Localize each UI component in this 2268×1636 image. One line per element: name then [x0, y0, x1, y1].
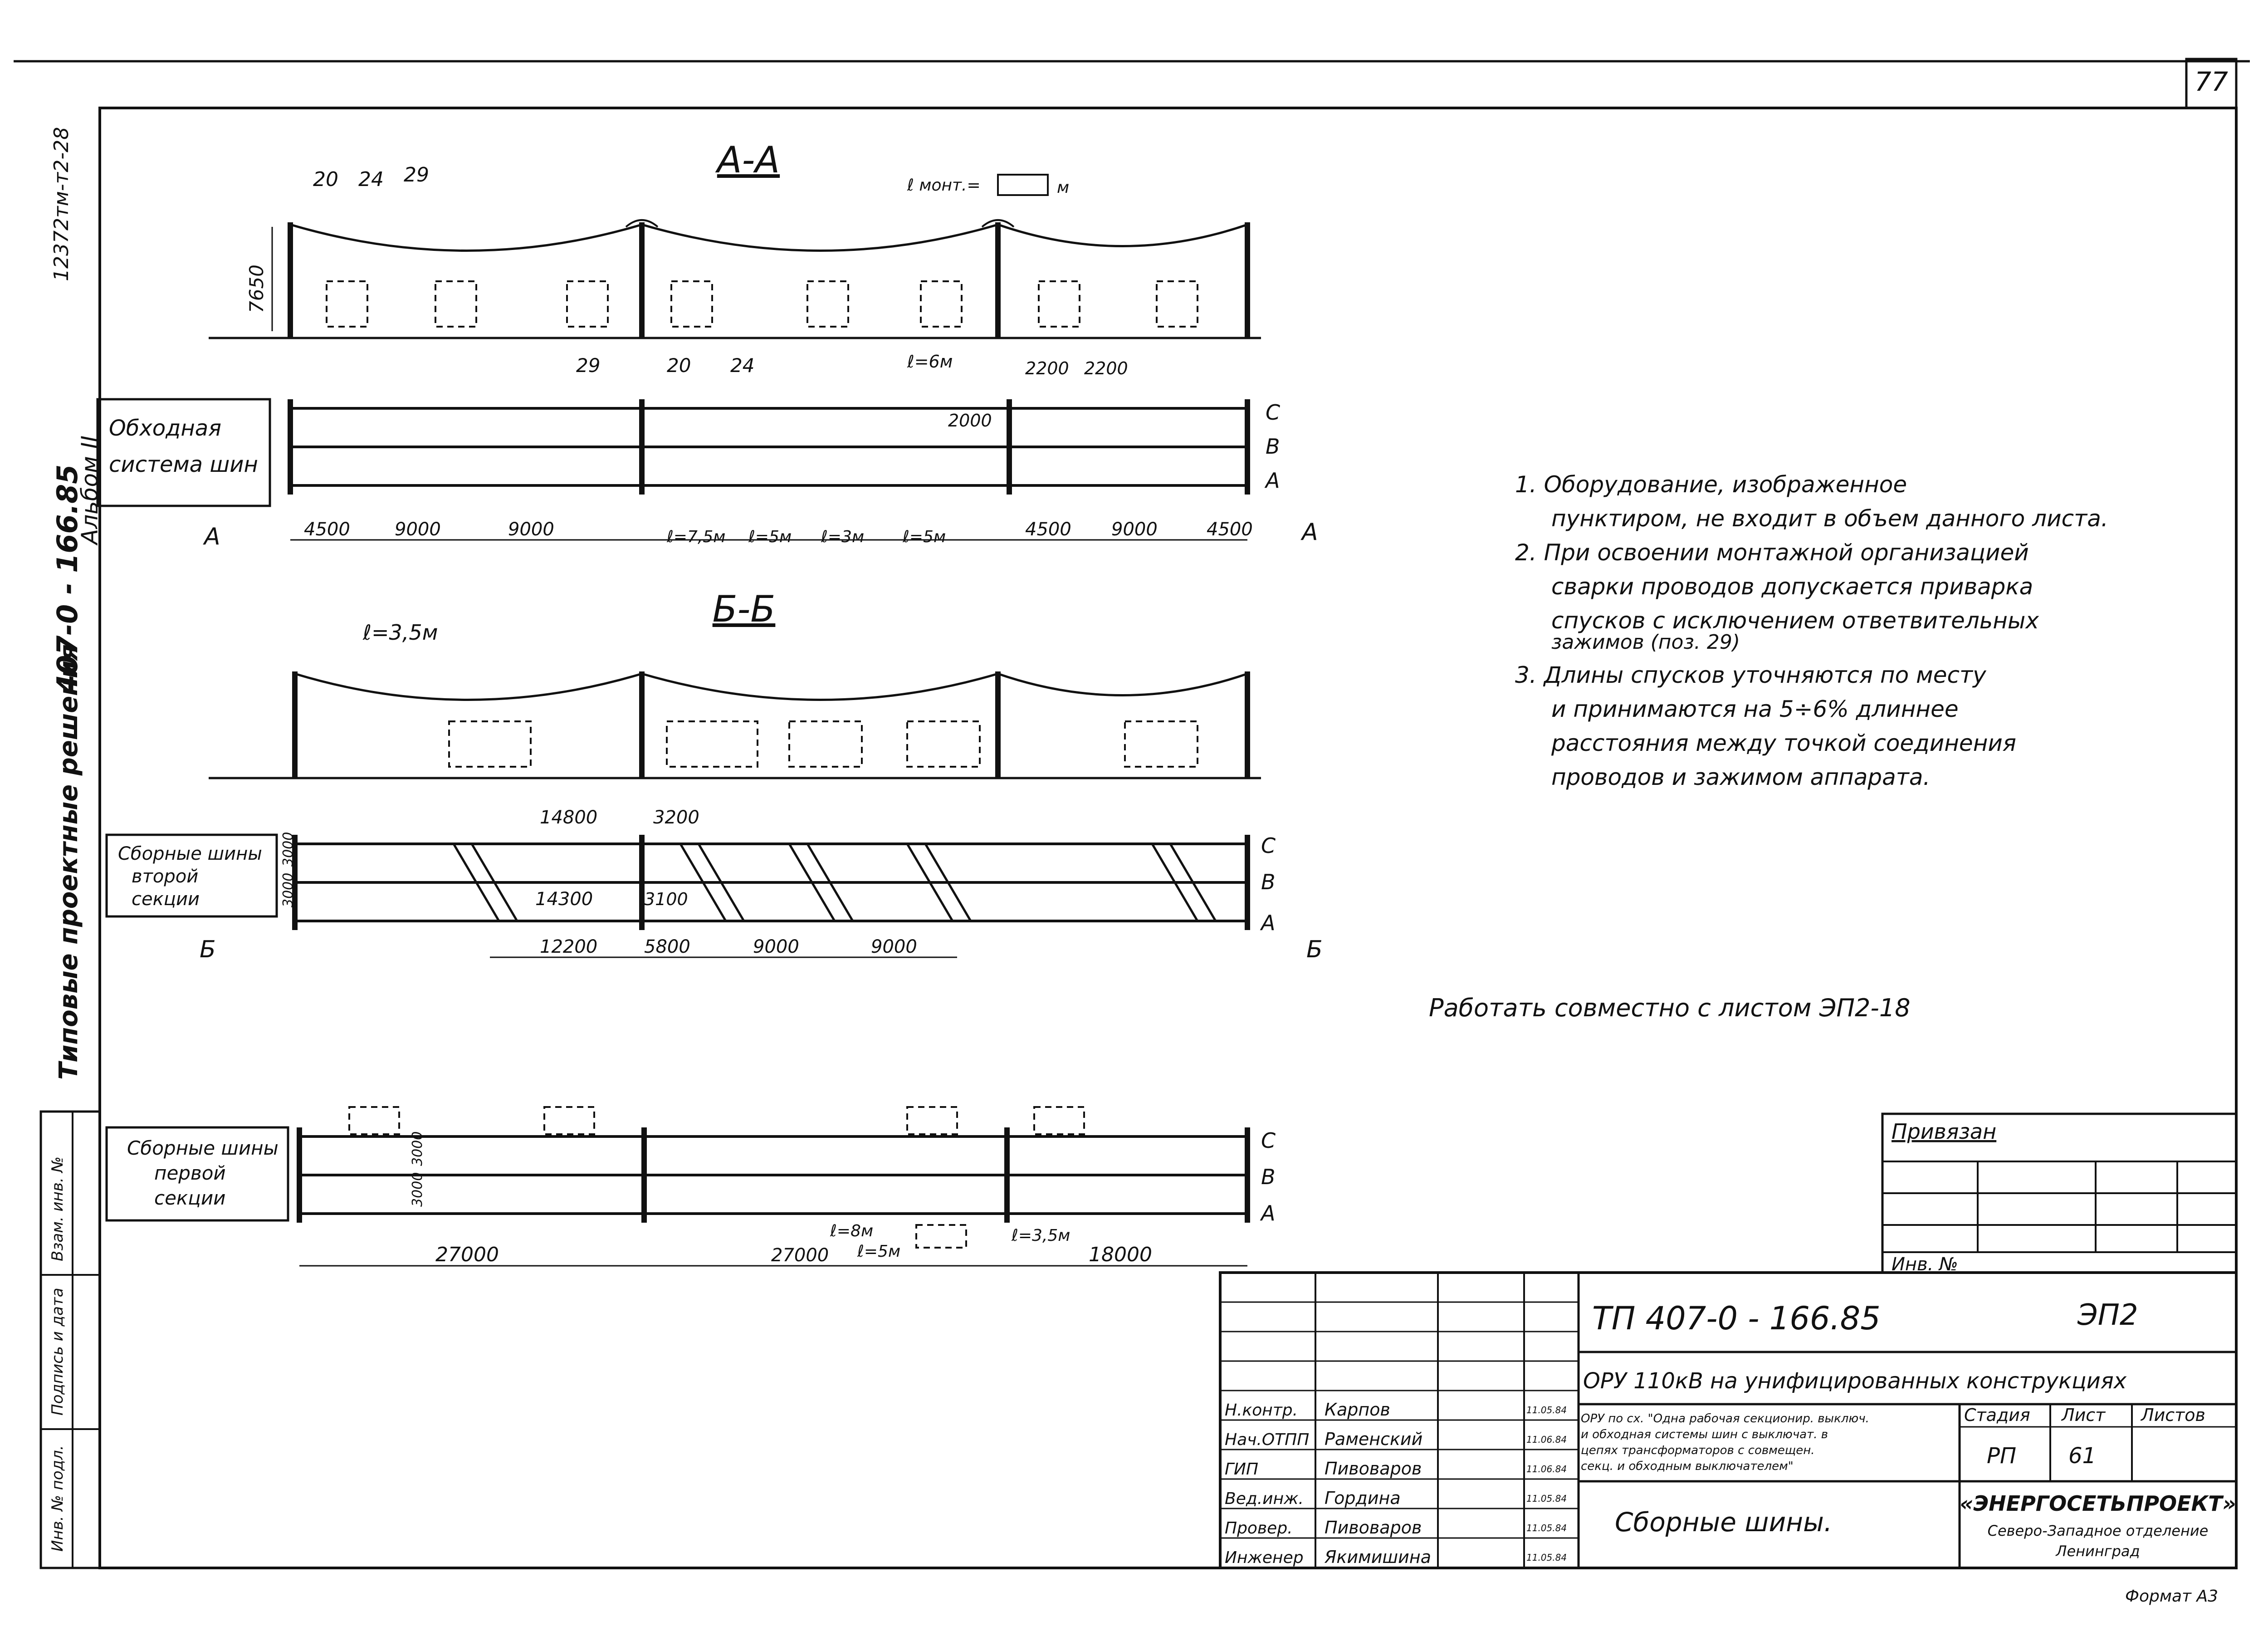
plan-bb — [107, 807, 1323, 963]
plan-aa-dim-top-1: 2200 — [1025, 358, 1069, 378]
plan-aa-dim-top-3: 2000 — [948, 411, 992, 431]
stamp-label-replace: Взам. инв. № — [49, 1156, 67, 1261]
left-stamp-strip — [41, 1112, 100, 1568]
plan-first-label-1: Сборные шины — [127, 1137, 279, 1159]
plan-first-label-3: секции — [154, 1187, 226, 1209]
tb-role-6: Инженер — [1225, 1548, 1304, 1567]
note-line-3: 2. При освоении монтажной организацией — [1515, 539, 2029, 566]
plan-aa-dim-2: 9000 — [395, 519, 441, 540]
aa-pos-20: 20 — [313, 168, 338, 191]
notes — [1515, 471, 2108, 790]
stamp-label-inv: Инв. № подл. — [49, 1445, 67, 1552]
plan-aa-phase-b: В — [1266, 434, 1280, 459]
plan-aa-dim-top-2: 2200 — [1084, 358, 1128, 378]
tb-name-5: Пивоваров — [1325, 1518, 1422, 1538]
tb-name-4: Гордина — [1325, 1488, 1401, 1508]
plan-bb-phase-a: А — [1261, 911, 1276, 935]
title-block — [1220, 1273, 2236, 1568]
plan-aa-dim-4: 4500 — [1025, 519, 1071, 540]
plan-first-dim-v1: 3000 — [410, 1172, 425, 1207]
tb-date-3: 11.06.84 — [1526, 1464, 1567, 1474]
aa-pos-24: 24 — [358, 168, 384, 191]
plan-bb-phase-b: В — [1261, 870, 1276, 894]
note-line-2: пунктиром, не входит в объем данного листа. — [1551, 505, 2108, 532]
plan-bb-label-1: Сборные шины — [118, 843, 262, 864]
plan-aa-dim-3: 9000 — [508, 519, 554, 540]
tb-role-3: ГИП — [1225, 1460, 1259, 1479]
plan-bb-dim-mid-2: 3100 — [644, 889, 688, 909]
note-line-7: 3. Длины спусков уточняются по месту — [1515, 662, 1986, 688]
section-aa-title: А-А — [717, 139, 780, 181]
note-line-10: проводов и зажимом аппарата. — [1551, 764, 1931, 790]
tb-date-5: 11.05.84 — [1526, 1523, 1567, 1533]
section-aa — [209, 139, 1261, 338]
plan-aa-label-2: система шин — [109, 452, 258, 477]
plan-bb-cut-left: Б — [200, 936, 216, 963]
tb-name-2: Раменский — [1325, 1429, 1423, 1449]
tb-project-title: ОРУ 110кВ на унифицированных конструкциях — [1583, 1368, 2127, 1394]
stamp-label-sign: Подпись и дата — [49, 1288, 67, 1416]
plan-aa-len-2: ℓ=7,5м — [667, 528, 726, 546]
drawing-frame — [100, 108, 2236, 1568]
binding-inv: Инв. № — [1892, 1254, 1958, 1275]
section-bb — [209, 588, 1261, 778]
note-line-1: 1. Оборудование, изображенное — [1515, 471, 1907, 498]
tb-name-3: Пивоваров — [1325, 1459, 1422, 1479]
tb-date-4: 11.05.84 — [1526, 1493, 1567, 1504]
plan-first-phase-a: А — [1261, 1201, 1276, 1225]
plan-aa-cut-right: А — [1302, 519, 1318, 546]
plan-aa-len-5: ℓ=5м — [903, 528, 946, 546]
tb-col-sheets: Листов — [2141, 1405, 2205, 1425]
plan-aa — [98, 352, 1318, 550]
plan-aa-pos-29: 29 — [576, 354, 601, 377]
plan-first-len-2: ℓ=5м — [857, 1242, 901, 1261]
work-note: Работать совместно с листом ЭП2-18 — [1429, 994, 1911, 1022]
plan-aa-len-3: ℓ=5м — [748, 528, 792, 546]
note-line-6: зажимов (поз. 29) — [1551, 631, 1740, 654]
plan-aa-pos-24: 24 — [730, 354, 755, 377]
tb-date-2: 11.06.84 — [1526, 1434, 1567, 1445]
tb-date-1: 11.05.84 — [1526, 1405, 1567, 1416]
tb-name-6: Якимишина — [1325, 1547, 1432, 1567]
tb-role-1: Н.контр. — [1225, 1401, 1298, 1420]
tb-desc-3: цепях трансформаторов с совмещен. — [1581, 1444, 1815, 1457]
plan-aa-len-4: ℓ=3м — [821, 528, 865, 546]
section-bb-l: ℓ=3,5м — [363, 620, 438, 645]
tb-sheet-title: Сборные шины. — [1615, 1507, 1833, 1538]
plan-first-len-1: ℓ=8м — [830, 1222, 874, 1240]
tb-org-city: Ленинград — [2056, 1543, 2140, 1560]
plan-first-phase-b: В — [1261, 1165, 1276, 1189]
note-line-8: и принимаются на 5÷6% длиннее — [1551, 696, 1959, 722]
plan-first-dim-3: 18000 — [1089, 1243, 1152, 1266]
section-aa-height: 7650 — [245, 265, 268, 313]
tb-col-stage: Стадия — [1964, 1405, 2030, 1425]
tb-sheet: 61 — [2068, 1443, 2097, 1469]
tb-people — [1225, 1400, 1567, 1567]
plan-aa-phase-c: С — [1266, 400, 1281, 425]
plan-aa-cut-left: А — [204, 523, 220, 550]
format-label: Формат А3 — [2125, 1587, 2218, 1606]
plan-aa-dim-5: 9000 — [1111, 519, 1158, 540]
binding-table — [1882, 1114, 2236, 1275]
plan-first-phase-c: С — [1261, 1128, 1276, 1153]
tb-stage: РП — [1987, 1443, 2017, 1469]
note-line-5: спусков с исключением ответвительных — [1551, 607, 2039, 634]
plan-bb-dim-4: 9000 — [871, 936, 917, 957]
tb-doc-code: ТП 407-0 - 166.85 — [1592, 1300, 1881, 1337]
binding-title: Привязан — [1892, 1119, 1997, 1144]
plan-bb-dim-mid-1: 14300 — [535, 889, 593, 910]
aa-pos-29: 29 — [404, 163, 429, 186]
plan-aa-dim-1: 4500 — [304, 519, 350, 540]
tb-col-sheet: Лист — [2062, 1405, 2106, 1425]
plan-first-dim-v2: 3000 — [410, 1131, 425, 1166]
tb-role-5: Провер. — [1225, 1519, 1293, 1538]
section-bb-title: Б-Б — [712, 588, 776, 630]
margin-code: 12372тм-т2-28 — [50, 127, 73, 281]
tb-desc-4: секц. и обходным выключателем" — [1581, 1460, 1794, 1473]
plan-first-label-2: первой — [154, 1162, 226, 1184]
plan-aa-dim-6: 4500 — [1207, 519, 1253, 540]
tb-org-name: «ЭНЕРГОСЕТЬПРОЕКТ» — [1960, 1491, 2236, 1516]
plan-bb-dim-top-1: 14800 — [540, 807, 598, 828]
plan-aa-label-1: Обходная — [109, 416, 222, 441]
plan-bb-dim-v2: 3000 — [280, 832, 296, 867]
plan-bb-cut-right: Б — [1306, 936, 1323, 963]
plan-bb-dim-v1: 3000 — [280, 872, 296, 907]
tb-name-1: Карпов — [1325, 1400, 1390, 1420]
aa-unit: м — [1057, 178, 1070, 197]
page-number: 77 — [2195, 66, 2228, 97]
tb-role-2: Нач.ОТПП — [1225, 1430, 1310, 1449]
plan-bb-dim-2: 5800 — [644, 936, 690, 957]
aa-l-mount: ℓ монт.= — [907, 176, 981, 195]
tb-org-line2: Северо-Западное отделение — [1987, 1522, 2209, 1539]
plan-bb-phase-c: С — [1261, 833, 1276, 858]
plan-first — [107, 1107, 1276, 1266]
plan-first-dim-2: 27000 — [771, 1245, 829, 1266]
margin-album-vol: Альбом II — [77, 435, 103, 544]
tb-role-4: Вед.инж. — [1225, 1489, 1304, 1508]
plan-bb-dim-1: 12200 — [540, 936, 598, 957]
note-line-9: расстояния между точкой соединения — [1551, 730, 2016, 756]
note-line-4: сварки проводов допускается приварка — [1551, 573, 2033, 600]
margin-series-title: Типовые проектные решения — [54, 644, 83, 1080]
plan-aa-len-1: ℓ=6м — [907, 352, 953, 372]
tb-sheet-mark: ЭП2 — [2077, 1298, 2138, 1332]
tb-desc-1: ОРУ по сх. "Одна рабочая секционир. выключ. — [1581, 1412, 1869, 1425]
tb-desc-2: и обходная системы шин с выключат. в — [1581, 1428, 1828, 1441]
plan-bb-label-3: секции — [132, 889, 200, 910]
plan-first-dim-1: 27000 — [435, 1243, 499, 1266]
tb-date-6: 11.05.84 — [1526, 1552, 1567, 1563]
plan-aa-pos-20: 20 — [667, 354, 691, 377]
plan-first-len-3: ℓ=3,5м — [1012, 1226, 1070, 1245]
plan-bb-dim-3: 9000 — [753, 936, 799, 957]
margin-album: 407-0 - 166.85 — [51, 464, 84, 694]
plan-bb-label-2: второй — [132, 866, 199, 887]
plan-bb-dim-top-2: 3200 — [653, 807, 699, 828]
plan-aa-phase-a: А — [1266, 468, 1280, 493]
